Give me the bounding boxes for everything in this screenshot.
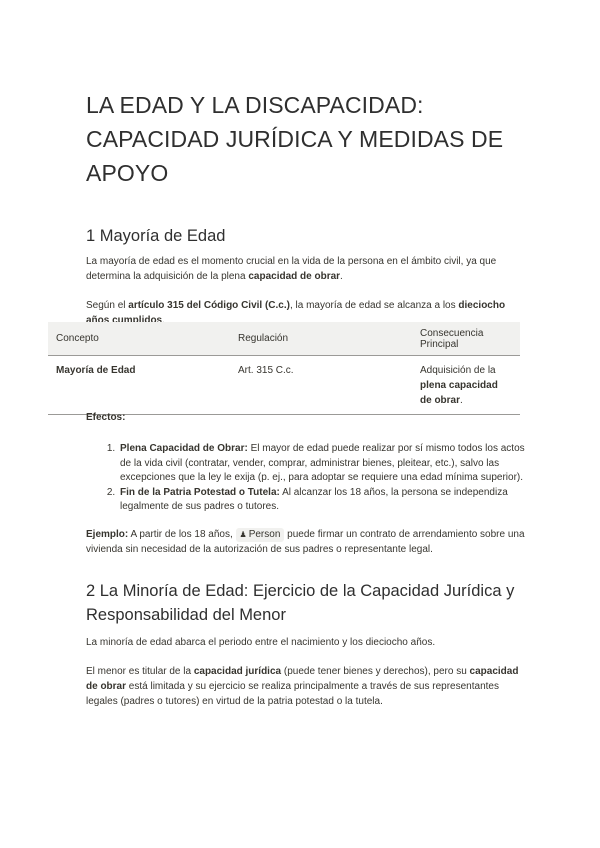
- table-cell-concepto: [48, 356, 230, 415]
- text-run: , la mayoría de edad se alcanza a los: [289, 300, 459, 311]
- paragraph-capacidad-menor: [86, 664, 526, 709]
- example-paragraph: [86, 527, 526, 557]
- table-row: [48, 356, 520, 415]
- table-header-regulacion: Regulación: [238, 333, 289, 344]
- text-run: .: [162, 315, 165, 326]
- effects-label: [86, 410, 526, 425]
- table-header-consecuencia: Consecuencia Principal: [420, 327, 484, 350]
- bold-text: capacidad jurídica: [193, 665, 282, 677]
- bold-text: plena capacidad de obrar: [420, 380, 498, 406]
- bold-text: Plena Capacidad de Obrar:: [120, 443, 248, 454]
- person-mention-chip[interactable]: [236, 528, 285, 542]
- text-run: Según el: [86, 300, 129, 311]
- effects-list: [86, 442, 526, 515]
- paragraph-mayoria-intro: [86, 254, 526, 284]
- text-run: .: [340, 271, 343, 282]
- bold-text: Fin de la Patria Potestad o Tutela:: [120, 486, 280, 498]
- text-run: puede firmar un contrato de arrendamiento sobre una vivienda sin necesidad de la autorización de sus padres o representante legal.: [86, 528, 525, 555]
- table-header-row: [48, 322, 520, 356]
- list-item: [118, 442, 526, 486]
- bold-text: dieciocho años cumplidos: [86, 300, 506, 326]
- text-run: está limitada y su ejercicio se realiza principalmente a través de sus representantes legales (padres o tutores) en virtud de la patria potestad o la tutela.: [86, 680, 499, 707]
- paragraph-minoria-intro: La minoría de edad abarca el periodo entre el nacimiento y los dieciocho años.: [86, 636, 436, 648]
- text-run: El menor es titular de la: [86, 665, 194, 677]
- bold-text: Efectos:: [86, 412, 126, 423]
- text-run: Adquisición de la: [420, 365, 496, 376]
- bold-text: capacidad de obrar: [86, 665, 519, 692]
- table-header-concepto: Concepto: [56, 333, 99, 344]
- document-body-lower: [86, 410, 526, 709]
- bold-text: Ejemplo:: [86, 528, 129, 540]
- person-mention-label: Person: [248, 528, 281, 540]
- text-run: La mayoría de edad es el momento crucial en la vida de la persona en el ámbito civil, ya que determina la adquisición de la plena: [86, 256, 497, 282]
- person-icon: ♟: [239, 529, 247, 539]
- section-heading-minoria: 2 La Minoría de Edad: Ejercicio de la Capacidad Jurídica y Responsabilidad del Menor: [86, 581, 515, 624]
- mayoria-table: [48, 322, 520, 415]
- text-run: Al alcanzar los 18 años, la persona se independiza legalmente de sus padres o tutores.: [120, 486, 508, 512]
- text-run: (puede tener bienes y derechos), pero su: [281, 665, 470, 677]
- bold-text: Mayoría de Edad: [56, 365, 136, 376]
- bold-text: artículo 315 del Código Civil (C.c.): [128, 300, 290, 311]
- table-cell-consecuencia: [412, 356, 520, 415]
- text-run: .: [460, 395, 463, 406]
- table-cell-regulacion: Art. 315 C.c.: [238, 365, 294, 376]
- list-item: [118, 486, 526, 515]
- text-run: El mayor de edad puede realizar por sí mismo todos los actos de la vida civil (contratar, vender, comprar, administrar bienes, pleitear, etc.), salvo las excepciones que la ley le exija (p. ej., para adoptar se requiere una edad mínima superior).: [120, 443, 525, 483]
- document-body: [86, 88, 526, 328]
- section-heading-mayoria: 1 Mayoría de Edad: [86, 227, 226, 245]
- page-title: LA EDAD Y LA DISCAPACIDAD: CAPACIDAD JURÍDICA Y MEDIDAS DE APOYO: [86, 92, 504, 186]
- bold-text: capacidad de obrar: [248, 271, 341, 282]
- text-run: A partir de los 18 años,: [128, 528, 236, 540]
